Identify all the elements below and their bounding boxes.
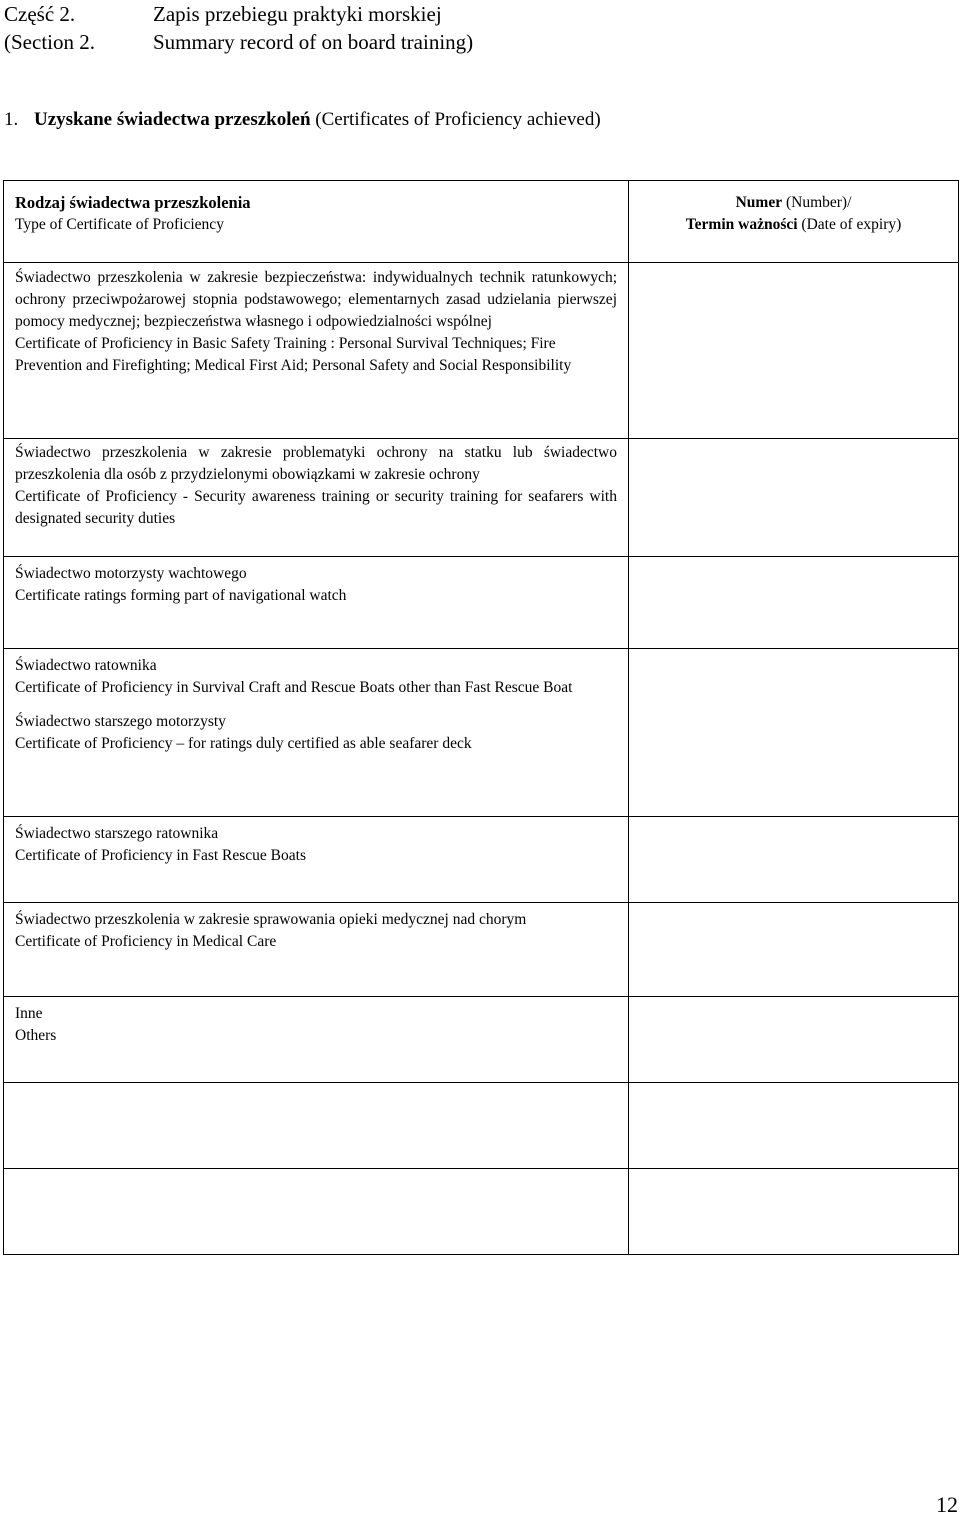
- row-text-pl: Świadectwo ratownika: [15, 657, 157, 674]
- table-row: [4, 1083, 959, 1169]
- row-text-pl: Świadectwo starszego ratownika: [15, 825, 219, 842]
- section-title-en: (Certificates of Proficiency achieved): [315, 109, 601, 130]
- row-description: [4, 557, 629, 649]
- header-type-en: Type of Certificate of Proficiency: [15, 216, 224, 233]
- part-label-pl: Część 2.: [4, 2, 76, 26]
- row-value-cell[interactable]: [629, 903, 959, 997]
- table-header-row: [4, 181, 959, 263]
- row-value-cell[interactable]: [629, 1083, 959, 1169]
- header-date-rest: (Date of expiry): [797, 216, 902, 233]
- table-row: [4, 903, 959, 997]
- part-label-en: (Section 2.: [4, 30, 95, 54]
- table-row: [4, 649, 959, 817]
- row-value-cell[interactable]: [629, 263, 959, 439]
- row-text-en-2: Certificate of Proficiency – for ratings duly certified as able seafarer deck: [15, 735, 472, 752]
- row-text-pl: Świadectwo przeszkolenia w zakresie bezpieczeństwa: indywidualnych technik ratunkowych; ochrony przeciwpożarowej stopnia podstawowego; elementarnych zasad udzielania pierwszej pomocy medycznej; bezpieczeństwa własnego i odpowiedzialności wspólnej: [15, 269, 617, 330]
- header-date: [640, 214, 947, 236]
- section-title-pl: Uzyskane świadectwa przeszkoleń: [34, 109, 311, 130]
- header-row-pl: [4, 0, 473, 28]
- section-number: 1.: [4, 109, 19, 130]
- certificates-table: [3, 180, 959, 1255]
- row-text-en: Others: [15, 1027, 57, 1044]
- row-text-en: Certificate of Proficiency in Fast Rescue Boats: [15, 847, 306, 864]
- page-number: 12: [936, 1492, 958, 1517]
- row-text-en: Certificate of Proficiency in Basic Safety Training : Personal Survival Techniques; Fire Prevention and Firefighting; Medical First Aid; Personal Safety and Social Responsibility: [15, 335, 572, 374]
- row-value-cell[interactable]: [629, 439, 959, 557]
- header-cell-type: [4, 181, 629, 263]
- table-row: [4, 1169, 959, 1255]
- row-text-pl: Inne: [15, 1005, 43, 1022]
- title-pl: Zapis przebiegu praktyki morskiej: [153, 2, 442, 26]
- row-value-cell[interactable]: [629, 817, 959, 903]
- row-description: [4, 439, 629, 557]
- header-row-en: [4, 28, 473, 56]
- header-date-bold: Termin ważności: [685, 216, 798, 233]
- row-text-en: Certificate of Proficiency - Security awareness training or security training for seafarers with designated security duties: [15, 488, 617, 527]
- section-title: [4, 107, 601, 133]
- table-row: [4, 263, 959, 439]
- table-row: [4, 557, 959, 649]
- row-description: [4, 263, 629, 439]
- row-description: [4, 997, 629, 1083]
- header-number: [640, 192, 947, 214]
- row-value-cell[interactable]: [629, 997, 959, 1083]
- row-description[interactable]: [4, 1083, 629, 1169]
- row-description: [4, 903, 629, 997]
- row-value-cell[interactable]: [629, 649, 959, 817]
- row-description: [4, 649, 629, 817]
- table-row: [4, 997, 959, 1083]
- header-type-pl: Rodzaj świadectwa przeszkolenia: [15, 193, 251, 212]
- header-number-bold: Numer: [735, 194, 783, 211]
- header-number-rest: (Number)/: [782, 194, 852, 211]
- row-text-en: Certificate of Proficiency in Medical Care: [15, 933, 277, 950]
- row-text-pl: Świadectwo przeszkolenia w zakresie problematyki ochrony na statku lub świadectwo przeszkolenia dla osób z przydzielonymi obowiązkami w zakresie ochrony: [15, 444, 617, 483]
- row-text-pl: Świadectwo przeszkolenia w zakresie sprawowania opieki medycznej nad chorym: [15, 911, 527, 928]
- row-text-en: Certificate of Proficiency in Survival Craft and Rescue Boats other than Fast Rescue Boat: [15, 679, 573, 696]
- table-row: [4, 439, 959, 557]
- row-description: [4, 817, 629, 903]
- row-text-en: Certificate ratings forming part of navigational watch: [15, 587, 347, 604]
- row-value-cell[interactable]: [629, 557, 959, 649]
- row-text-pl-2: Świadectwo starszego motorzysty: [15, 713, 226, 730]
- table-row: [4, 817, 959, 903]
- header-cell-number-date: [629, 181, 959, 263]
- page-header: [4, 0, 473, 56]
- row-description[interactable]: [4, 1169, 629, 1255]
- title-en: Summary record of on board training): [153, 30, 474, 54]
- row-value-cell[interactable]: [629, 1169, 959, 1255]
- row-text-pl: Świadectwo motorzysty wachtowego: [15, 565, 247, 582]
